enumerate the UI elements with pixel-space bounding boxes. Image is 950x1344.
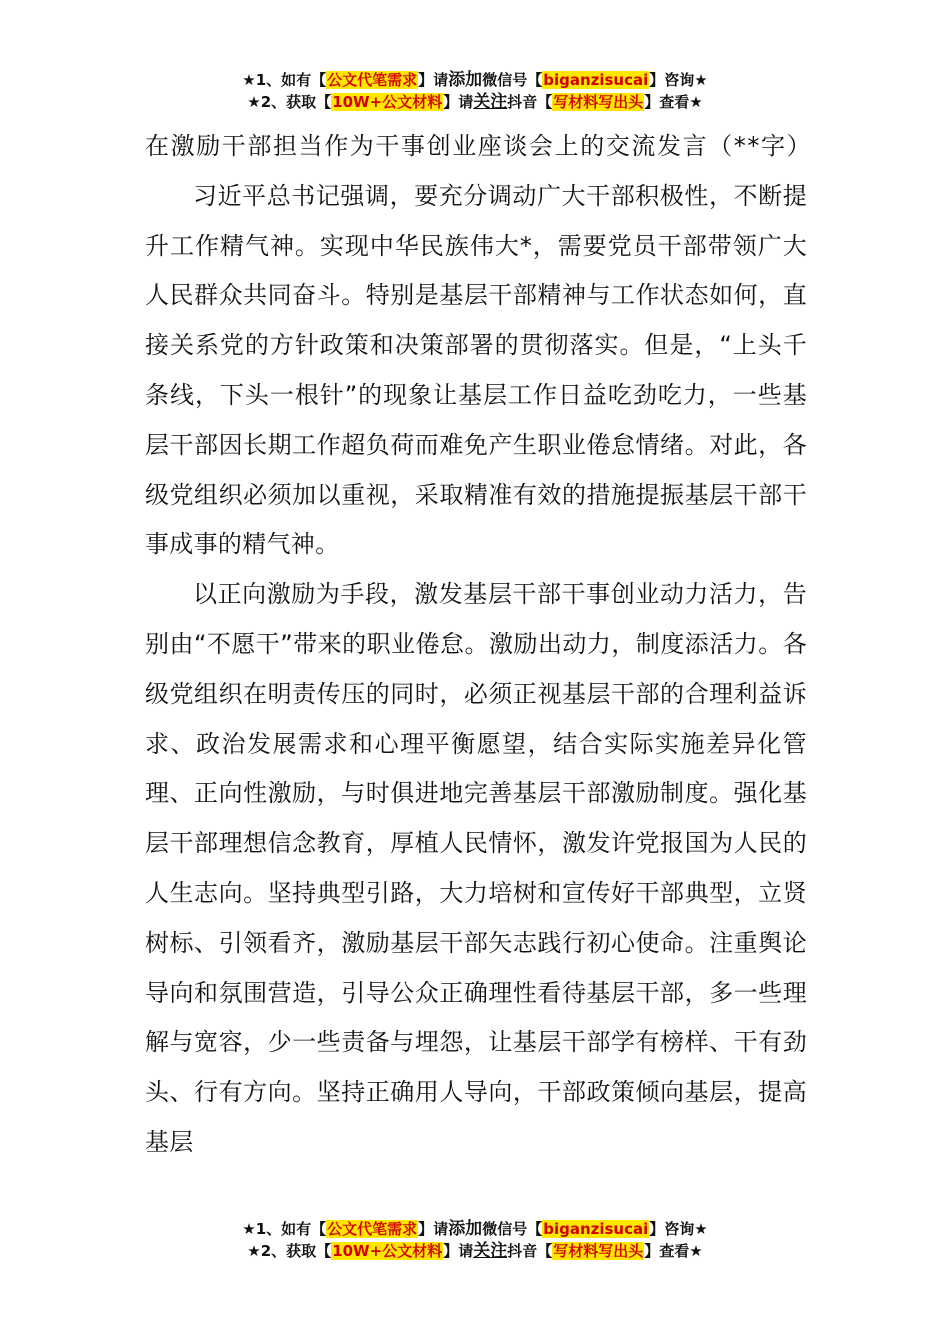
document-title: 在激励干部担当作为干事创业座谈会上的交流发言（**字） [145, 132, 813, 160]
banner-line-1: ★1、如有【公文代笔需求】请添加微信号【biganzisucai】咨询★ [242, 1219, 708, 1239]
paragraph-1: 习近平总书记强调，要充分调动广大干部积极性，不断提升工作精气神。实现中华民族伟大*，需要党员干部带领广大人民群众共同奋斗。特别是基层干部精神与工作状态如何，直接关系党的方针政策和决策部署的贯彻落实。但是，“上头千条线，下头一根针”的现象让基层工作日益吃劲吃力，一些基层干部因长期工作超负荷而难免产生职业倦怠情绪。对此，各级党组织必须加以重视，采取精准有效的措施提振基层干部干事成事的精气神。 [145, 181, 807, 559]
banner-line-2: ★2、获取【10W+公文材料】请关注抖音【写材料写出头】查看★ [247, 92, 703, 112]
highlight-wechat-id: biganzisucai [543, 1220, 649, 1238]
highlight-materials: 10W+公文材料 [332, 93, 443, 111]
top-banner [0, 69, 950, 113]
highlight-service: 公文代笔需求 [327, 71, 418, 89]
highlight-douyin-account: 写材料写出头 [553, 93, 644, 111]
highlight-wechat-id: biganzisucai [543, 71, 649, 89]
highlight-douyin-account: 写材料写出头 [553, 1242, 644, 1260]
document-body [145, 122, 813, 1168]
banner-line-2: ★2、获取【10W+公文材料】请关注抖音【写材料写出头】查看★ [247, 1241, 703, 1261]
paragraph-2: 以正向激励为手段，激发基层干部干事创业动力活力，告别由“不愿干”带来的职业倦怠。激励出动力，制度添活力。各级党组织在明责传压的同时，必须正视基层干部的合理利益诉求、政治发展需求和心理平衡愿望，结合实际实施差异化管理、正向性激励，与时俱进地完善基层干部激励制度。强化基层干部理想信念教育，厚植人民情怀，激发许党报国为人民的人生志向。坚持典型引路，大力培树和宣传好干部典型，立贤树标、引领看齐，激励基层干部矢志践行初心使命。注重舆论导向和氛围营造，引导公众正确理性看待基层干部，多一些理解与宽容，少一些责备与埋怨，让基层干部学有榜样、干有劲头、行有方向。坚持正确用人导向，干部政策倾向基层，提高基层 [145, 580, 807, 1156]
banner-line-1: ★1、如有【公文代笔需求】请添加微信号【biganzisucai】咨询★ [242, 70, 708, 90]
bottom-banner [0, 1218, 950, 1262]
highlight-materials: 10W+公文材料 [332, 1242, 443, 1260]
highlight-service: 公文代笔需求 [327, 1220, 418, 1238]
